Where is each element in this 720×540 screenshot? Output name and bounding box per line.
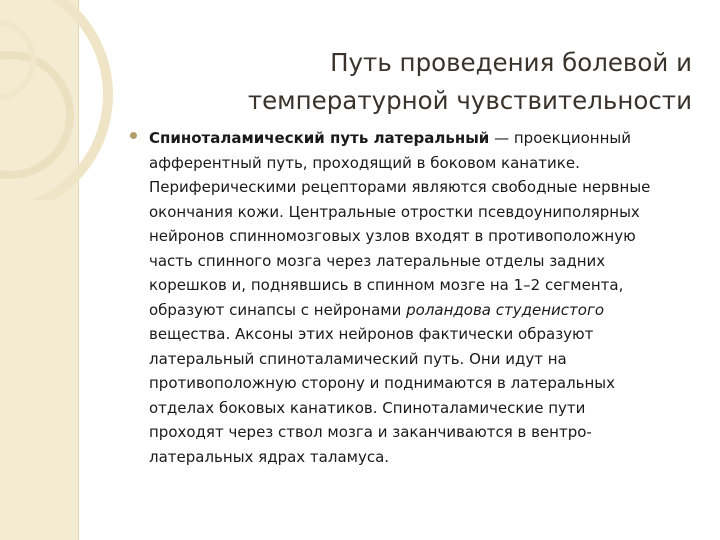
text-line-11: противоположную сторону и поднимаются в латеральных — [149, 374, 616, 392]
title-line-1: Путь проведения болевой и — [330, 48, 692, 78]
text-line-8-start: образуют синапсы с нейронами — [149, 300, 407, 319]
page-title — [172, 44, 692, 120]
title-line-2: температурной чувствительности — [247, 86, 692, 116]
text-line-8 — [149, 298, 698, 323]
decor-circle-medium — [0, 55, 70, 175]
text-line-14: латеральных ядрах таламуса. — [149, 447, 390, 466]
text-line-1-rest: — проекционный — [489, 129, 632, 147]
italic-phrase: роландова студенистого — [406, 300, 604, 319]
text-line-9: вещества. Аксоны этих нейронов фактически образуют — [149, 325, 594, 343]
bullet-text — [149, 126, 698, 469]
text-line-1 — [149, 126, 698, 151]
text-line-7: корешков и, поднявшись в спинном мозге на 1–2 сегмента, — [149, 276, 624, 294]
text-line-10: латеральный спиноталамический путь. Они идут на — [149, 349, 567, 368]
bold-term: Спиноталамический путь латеральный — [149, 129, 490, 147]
text-line-2: афферентный путь, проходящий в боковом канатике. — [149, 153, 580, 172]
text-line-12: отделах боковых канатиков. Спиноталамические пути — [149, 398, 586, 417]
text-line-4: окончания кожи. Центральные отростки псевдоуниполярных — [149, 202, 640, 221]
text-line-5: нейронов спинномозговых узлов входят в противоположную — [149, 227, 636, 245]
text-line-13: проходят через ствол мозга и заканчиваются в вентро- — [149, 423, 592, 441]
bullet-dot-icon — [130, 132, 137, 139]
text-line-3: Периферическими рецепторами являются свободные нервные — [149, 178, 651, 196]
text-line-6: часть спинного мозга через латеральные отделы задних — [149, 251, 606, 270]
